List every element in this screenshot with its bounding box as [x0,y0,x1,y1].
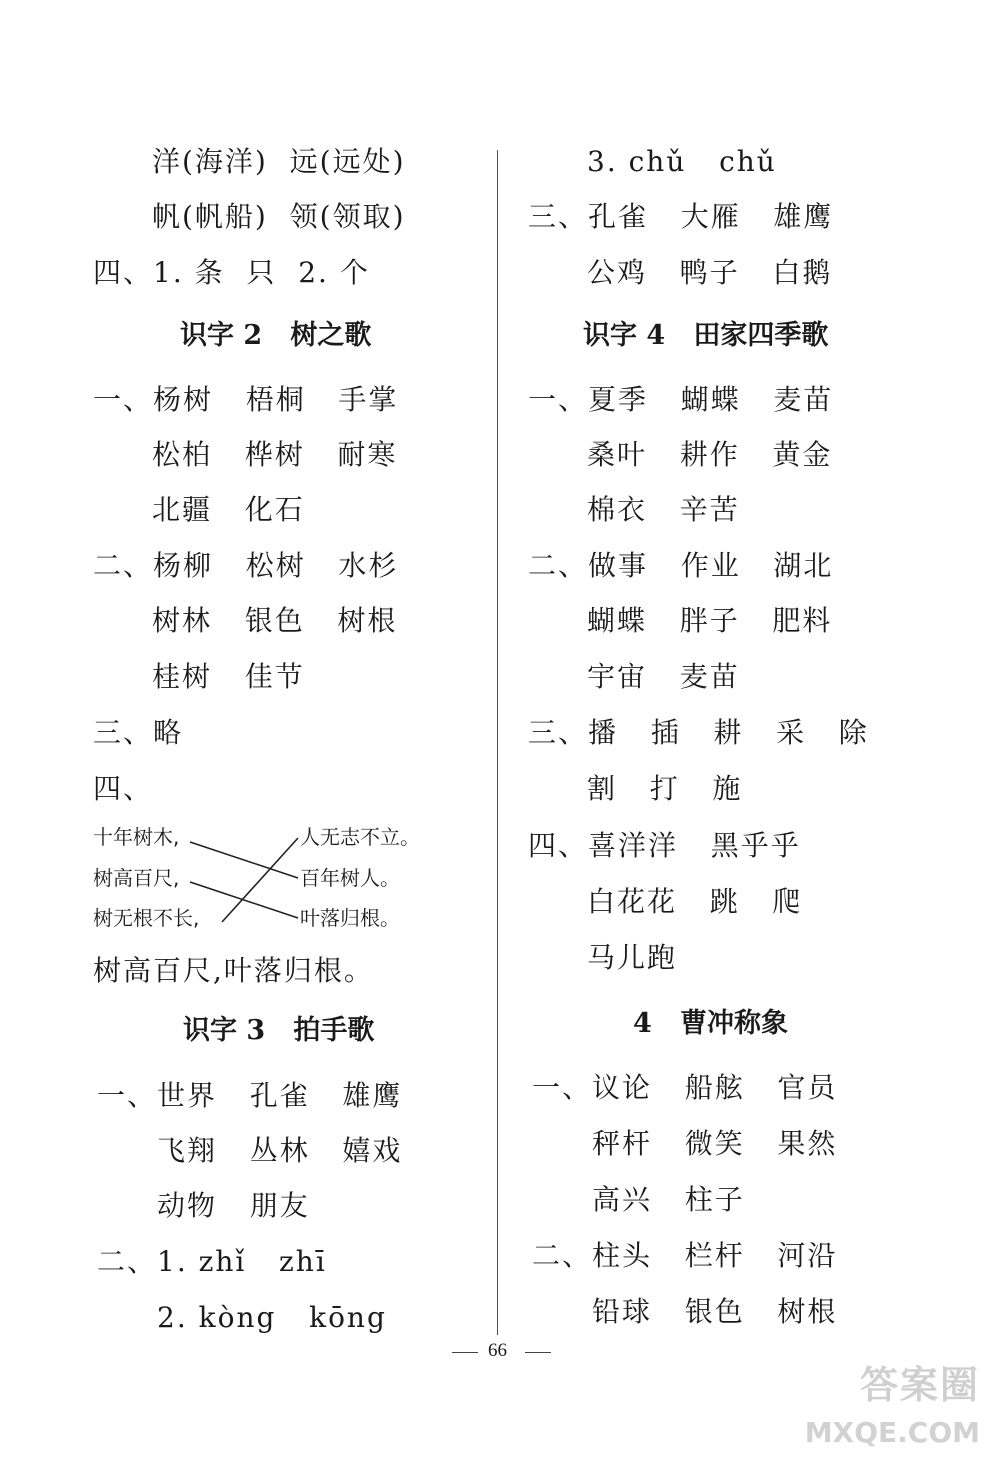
answer-line: 四、1. 条 只 2. 个 [93,256,370,289]
answer-line: 马儿跑 [587,941,678,974]
answer-line: 一、夏季 蝴蝶 麦苗 [528,383,834,416]
answer-line: 二、杨柳 松树 水杉 [93,549,399,582]
answer-line: 帆(帆船) 领(领取) [152,200,406,233]
answer-line: 二、1. zhǐ zhī [97,1245,327,1278]
answer-line: 二、柱头 栏杆 河沿 [532,1239,838,1272]
answer-line: 三、孔雀 大雁 雄鹰 [528,200,834,233]
match-line [222,838,298,922]
answer-line: 松柏 桦树 耐寒 [152,438,398,471]
answer-line: 一、世界 孔雀 雄鹰 [97,1079,403,1112]
answer-line: 二、做事 作业 湖北 [528,549,834,582]
answer-line: 高兴 柱子 [592,1183,745,1216]
answer-line: 桑叶 耕作 黄金 [587,438,833,471]
answer-line: 洋(海洋) 远(远处) [152,145,406,178]
match-right-item: 叶落归根。 [300,906,400,930]
answer-line: 3. chǔ chǔ [587,145,777,178]
answer-line: 四、喜洋洋 黑乎乎 [528,829,801,862]
match-right-item: 百年树人。 [300,866,400,890]
column-divider [497,150,498,1335]
answer-line: 公鸡 鸭子 白鹅 [587,256,833,289]
answer-line: 割 打 施 [587,772,743,805]
watermark-logo [804,1348,984,1463]
answer-line: 一、议论 船舷 官员 [532,1071,838,1104]
answer-line: 四、 [93,772,154,805]
page-number-dash [525,1352,551,1353]
answer-line: 桂树 佳节 [152,660,305,693]
match-left-item: 树高百尺, [93,866,180,890]
answer-line: 树高百尺,叶落归根。 [93,954,374,987]
section-title: 识字 3 拍手歌 [183,1015,375,1046]
section-title: 识字 2 树之歌 [180,320,372,351]
match-left-item: 树无根不长, [93,906,200,930]
answer-line: 飞翔 丛林 嬉戏 [157,1134,403,1167]
section-title: 识字 4 田家四季歌 [583,320,829,351]
page-number-dash [452,1352,478,1353]
answer-line: 蝴蝶 胖子 肥料 [587,604,833,637]
answer-line: 2. kòng kōng [157,1301,387,1334]
answer-line: 白花花 跳 爬 [587,885,803,918]
page-number: 66 [488,1340,507,1361]
answer-line: 铅球 银色 树根 [592,1295,838,1328]
answer-line: 三、播 插 耕 采 除 [528,716,869,749]
answer-line: 北疆 化石 [152,493,305,526]
match-left-item: 十年树木, [93,825,180,849]
match-line [190,842,298,878]
watermark-bottom: MXQE.COM [804,1416,980,1449]
answer-line: 三、略 [93,716,184,749]
answer-line: 动物 朋友 [157,1189,310,1222]
watermark-top: 答案圈 [859,1363,980,1407]
answer-line: 秤杆 微笑 果然 [592,1127,838,1160]
answer-line: 一、杨树 梧桐 手掌 [93,383,399,416]
answer-line: 棉衣 辛苦 [587,493,740,526]
answer-line: 树林 银色 树根 [152,604,398,637]
match-line [190,882,298,918]
section-title: 4 曹冲称象 [633,1008,788,1039]
answer-line: 宇宙 麦苗 [587,660,740,693]
match-right-item: 人无志不立。 [300,825,420,849]
